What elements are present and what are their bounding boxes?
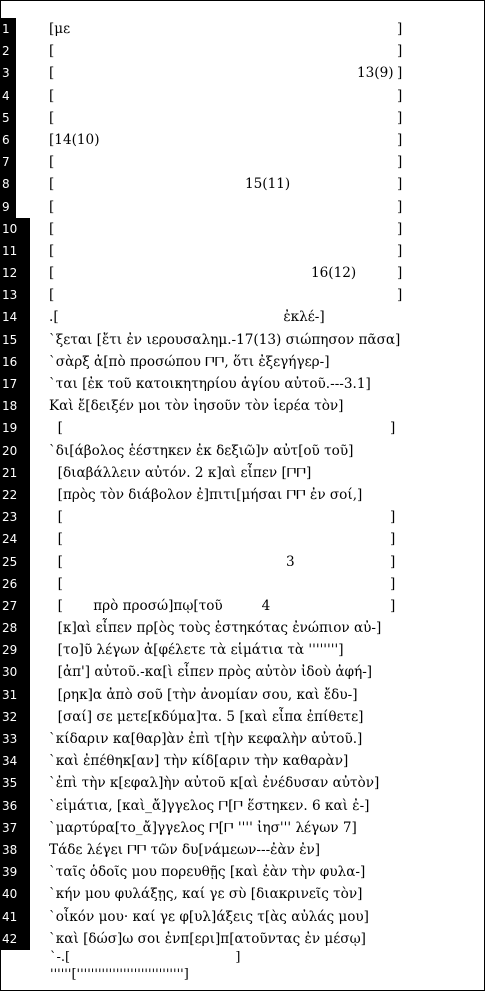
line-text: `μαρτύρα[το_ἄ]γγελος 𐅃[𐅃 '''' ἰησ''' λέγων 7] (49, 819, 357, 836)
text-line (0, 573, 485, 595)
line-number: 42 (1, 928, 30, 950)
text-line (0, 417, 485, 439)
verse-number: 13(9) (357, 65, 394, 82)
text-line (0, 484, 485, 506)
line-text: [ (49, 265, 55, 282)
text-line (0, 218, 485, 240)
line-number: 38 (1, 839, 30, 861)
closing-bracket: ] (397, 176, 403, 193)
line-number: 37 (1, 817, 30, 839)
closing-bracket: ] (390, 509, 396, 526)
line-number: 11 (1, 240, 30, 262)
text-line (0, 795, 485, 817)
line-number: 36 (1, 795, 30, 817)
closing-bracket: ] (390, 420, 396, 437)
line-number: 32 (1, 706, 30, 728)
verse-number: 16(12) (311, 265, 357, 282)
line-text: `κίδαριν κα[θαρ]ὰν ἐπὶ τ[ὴν κεφαλὴν αὐτοῦ.] (49, 731, 363, 747)
line-number: 20 (1, 440, 30, 462)
line-number: 27 (1, 595, 30, 617)
closing-bracket: ] (390, 575, 396, 592)
text-line (0, 595, 485, 617)
line-text: [ (49, 87, 55, 104)
line-number: 39 (1, 861, 30, 883)
line-text: [ (49, 509, 63, 526)
line-number: 16 (1, 351, 30, 373)
closing-bracket: ] (397, 287, 403, 304)
closing-bracket: ] (397, 265, 403, 282)
verse-number: 15(11) (245, 176, 291, 193)
line-number: 23 (1, 506, 30, 528)
line-text: [ρηκ]α ἀπὸ σοῦ [τὴν ἀνομίαν σου, καὶ ἔδυ-] (49, 686, 358, 703)
line-number: 19 (1, 417, 30, 439)
line-text: `εἱμάτια, [καὶ_ἄ]γγελος 𐅃[𐅃 ἕστηκεν. 6 καὶ ἐ-] (49, 797, 370, 814)
text-line (0, 661, 485, 683)
text-line (0, 440, 485, 462)
text-line (0, 861, 485, 883)
text-line (0, 839, 485, 861)
line-number: 28 (1, 617, 30, 639)
line-text: `δι[άβολος ἑέστηκεν ἐκ δεξιῶ]ν αὐτ[οῦ τοῦ] (49, 442, 354, 459)
line-number: 8 (1, 173, 16, 195)
closing-bracket: ] (397, 131, 403, 148)
line-number: 10 (1, 218, 30, 240)
text-line (0, 750, 485, 772)
line-text: `ταῖς ὁδοῖς μου πορευθῇς [καὶ ἐὰν τὴν φυλα-] (49, 864, 366, 881)
line-number: 30 (1, 661, 30, 683)
line-number: 34 (1, 750, 30, 772)
line-text: [ (49, 176, 55, 193)
line-number: 3 (1, 62, 16, 84)
line-text: `καὶ ἐπέθηκ[αν] τὴν κίδ[αριν τὴν καθαρὰν] (49, 753, 349, 770)
line-number: 24 (1, 528, 30, 550)
closing-bracket: ] (397, 220, 403, 237)
text-line (0, 528, 485, 550)
line-number: 26 (1, 573, 30, 595)
text-line (0, 817, 485, 839)
text-lines (0, 18, 485, 950)
text-line (0, 18, 485, 40)
closing-bracket: ] (390, 597, 396, 614)
line-text: [ (49, 420, 63, 437)
text-line (0, 240, 485, 262)
verse-number: 3 (286, 553, 295, 570)
text-line (0, 928, 485, 950)
line-text: Τάδε λέγει 𐅃𐅃 τῶν δυ[νάμεων---ἐὰν ἐν] (49, 841, 321, 858)
line-number: 40 (1, 883, 30, 905)
line-text: `ἐπὶ τὴν κ[εφαλ]ὴν αὐτοῦ κ[αὶ ἐνέδυσαν αὐτὸν] (49, 775, 380, 792)
line-number: 5 (1, 107, 16, 129)
closing-bracket: ] (397, 109, 403, 126)
closing-bracket: ] (397, 154, 403, 171)
line-text: `καὶ [δώσ]ω σοι ἐνπ[ερι]π[ατοῦντας ἐν μέσῳ] (49, 930, 366, 947)
text-line (0, 107, 485, 129)
line-text: [ (49, 198, 55, 215)
line-text: `σὰρξ ἀ[πὸ προσώπου 𐅃𐅃, ὅτι ἐξεγήγερ-] (49, 353, 330, 370)
line-text: [ (49, 531, 63, 548)
line-text: [ἀπ'] αὐτοῦ.-κα[ὶ εἶπεν πρὸς αὐτὸν ἰδοὺ ἀφή-] (49, 664, 373, 681)
line-text: [σαί] σε μετε[κδύμα]τα. 5 [καὶ εἶπα ἐπίθετε] (49, 708, 364, 725)
line-text: [με (49, 21, 71, 37)
line-text: `ξεται [ἔτι ἐν ιερουσαλημ.-17(13) σιώπησον πᾶσα] (49, 331, 401, 348)
line-number: 31 (1, 684, 30, 706)
closing-bracket: ] (397, 242, 403, 259)
trailer-line-1: `-.[ ] (50, 950, 241, 965)
text-line (0, 306, 485, 328)
line-number: 18 (1, 395, 30, 417)
line-number: 25 (1, 551, 30, 573)
line-number: 12 (1, 262, 30, 284)
text-line (0, 173, 485, 195)
line-text: [ (49, 220, 55, 237)
line-text: .[ ἐκλέ-] (49, 309, 325, 326)
line-number: 13 (1, 284, 30, 306)
line-number: 6 (1, 129, 16, 151)
text-line (0, 373, 485, 395)
line-number: 2 (1, 40, 16, 62)
closing-bracket: ] (397, 87, 403, 104)
text-line (0, 883, 485, 905)
line-number: 17 (1, 373, 30, 395)
line-text: [ πρὸ προσώ]πῳ[τοῦ 4 (49, 597, 271, 614)
line-text: [ (49, 242, 55, 259)
line-number: 33 (1, 728, 30, 750)
text-line (0, 462, 485, 484)
line-text: [το]ῦ λέγων ἀ[φέλετε τὰ εἱμάτια τὰ ''''''''] (49, 642, 344, 659)
line-number: 41 (1, 906, 30, 928)
line-text: `κήν μου φυλάξῃς, καί γε σὺ [διακρινεῖς τὸν] (49, 886, 363, 903)
text-line (0, 329, 485, 351)
line-text: [ (49, 43, 55, 60)
text-line (0, 284, 485, 306)
line-text: [ (49, 553, 63, 570)
text-line (0, 617, 485, 639)
text-line (0, 62, 485, 84)
closing-bracket: ] (397, 43, 403, 60)
line-text: [διαβάλλειν αὐτόν. 2 κ]αὶ εἶπεν [𐅃𐅃] (49, 464, 312, 481)
closing-bracket: ] (397, 65, 403, 82)
closing-bracket: ] (397, 198, 403, 215)
closing-bracket: ] (397, 21, 403, 37)
line-number: 7 (1, 151, 16, 173)
text-line (0, 639, 485, 661)
text-line (0, 551, 485, 573)
line-text: [ (49, 287, 55, 304)
line-number: 9 (1, 196, 16, 218)
text-line (0, 772, 485, 794)
line-text: Καὶ ἔ[δειξέν μοι τὸν ἰησοῦν τὸν ἱερέα τὸν] (49, 398, 344, 415)
text-line (0, 196, 485, 218)
line-text: [κ]αὶ εἶπεν πρ[ὸς τοὺς ἑστηκότας ἐνώπιον αὐ-] (49, 620, 382, 637)
line-text: [ (49, 65, 55, 82)
closing-bracket: ] (390, 531, 396, 548)
text-line (0, 151, 485, 173)
line-text: [ (49, 109, 55, 126)
line-text: [πρὸς τὸν διάβολον ἐ]πιτι[μήσαι 𐅃𐅃 ἐν σοί,] (49, 486, 363, 503)
text-line (0, 906, 485, 928)
text-line (0, 40, 485, 62)
text-line (0, 395, 485, 417)
text-line (0, 684, 485, 706)
line-number: 1 (1, 18, 16, 40)
line-text: [14(10) (49, 131, 100, 148)
line-number: 35 (1, 772, 30, 794)
line-text: [ (49, 575, 63, 592)
trailer-line-2: ''''''[''''''''''''''''''''''''''''''] (50, 967, 189, 982)
text-line (0, 129, 485, 151)
line-text: [ (49, 154, 55, 171)
line-number: 29 (1, 639, 30, 661)
line-number: 21 (1, 462, 30, 484)
line-text: `οἶκόν μου· καί γε φ[υλ]άξεις τ[ὰς αὐλάς μου] (49, 908, 369, 925)
line-number: 4 (1, 85, 16, 107)
text-line (0, 728, 485, 750)
closing-bracket: ] (390, 553, 396, 570)
line-number: 15 (1, 329, 30, 351)
line-number: 22 (1, 484, 30, 506)
text-line (0, 506, 485, 528)
line-number: 14 (1, 306, 30, 328)
text-line (0, 262, 485, 284)
text-line (0, 85, 485, 107)
text-line (0, 706, 485, 728)
text-line (0, 351, 485, 373)
line-text: `ται [ἐκ τοῦ κατοικητηρίου ἁγίου αὐτοῦ.---3.1] (49, 376, 371, 392)
